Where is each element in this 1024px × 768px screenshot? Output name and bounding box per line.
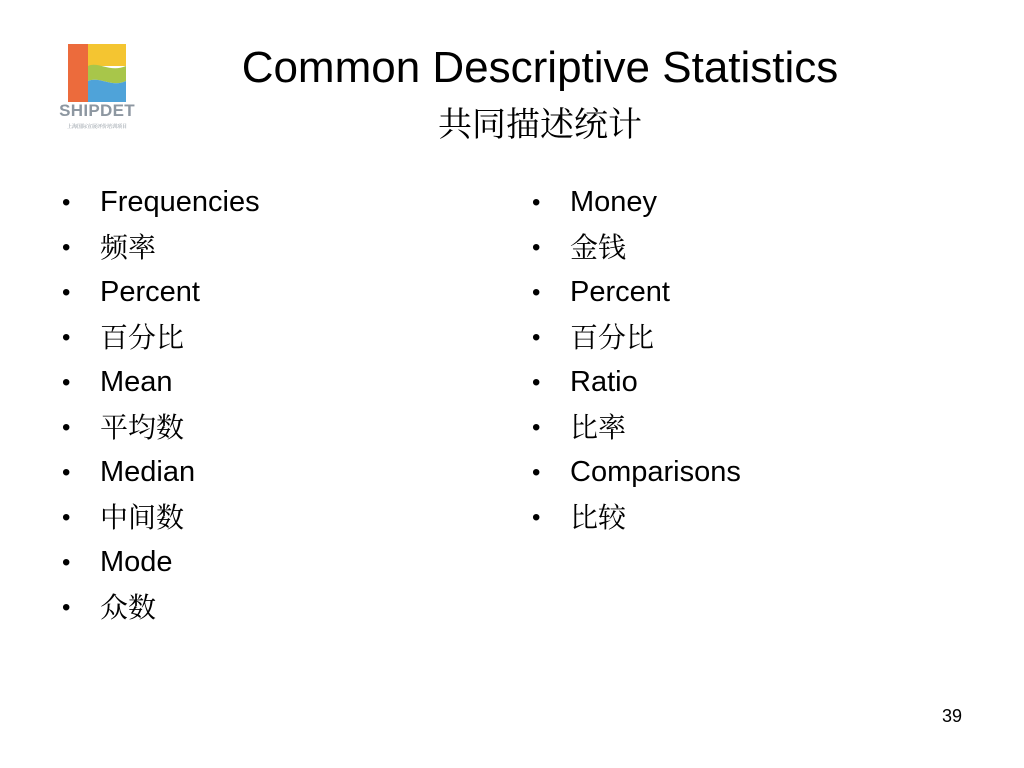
bullet-icon: •: [62, 549, 71, 576]
list-item-text: 百分比: [100, 321, 185, 354]
list-item-text: Frequencies: [100, 186, 260, 218]
list-item: [532, 360, 952, 405]
logo-wordmark: SHIPDET: [59, 101, 135, 120]
list-item-text: Mode: [100, 546, 173, 578]
page-number: 39: [941, 706, 962, 726]
bullet-icon: •: [62, 594, 71, 621]
left-bullet-list: [62, 180, 482, 630]
list-item: [62, 495, 482, 540]
list-item: [532, 270, 952, 315]
list-item: [532, 405, 952, 450]
list-item: [532, 450, 952, 495]
list-item: [62, 180, 482, 225]
list-item: [532, 225, 952, 270]
bullet-icon: •: [532, 324, 541, 351]
bullet-icon: •: [532, 279, 541, 306]
list-item-text: Percent: [100, 276, 200, 308]
bullet-icon: •: [62, 504, 71, 531]
list-item-text: Money: [570, 186, 658, 218]
bullet-icon: •: [62, 459, 71, 486]
list-item-text: 众数: [100, 591, 157, 624]
list-item: [62, 270, 482, 315]
bullet-icon: •: [532, 414, 541, 441]
bullet-icon: •: [532, 234, 541, 261]
list-item: [62, 225, 482, 270]
list-item-text: 百分比: [570, 321, 655, 354]
list-item: [62, 540, 482, 585]
bullet-icon: •: [532, 504, 541, 531]
list-item: [62, 450, 482, 495]
bullet-icon: •: [532, 459, 541, 486]
list-item: [532, 315, 952, 360]
shipdet-logo: [54, 44, 140, 136]
list-item-text: 平均数: [100, 411, 185, 444]
list-item: [532, 495, 952, 540]
bullet-icon: •: [62, 369, 71, 396]
bullet-icon: •: [62, 279, 71, 306]
bullet-icon: •: [62, 234, 71, 261]
bullet-icon: •: [532, 369, 541, 396]
list-item-text: Ratio: [570, 366, 638, 398]
list-item-text: 频率: [100, 231, 157, 264]
list-item: [62, 360, 482, 405]
list-item: [62, 405, 482, 450]
list-item: [62, 315, 482, 360]
bullet-icon: •: [62, 414, 71, 441]
bullet-icon: •: [62, 189, 71, 216]
list-item-text: Mean: [100, 366, 173, 398]
list-item: [62, 585, 482, 630]
shipdet-logo-mark-icon: [68, 44, 126, 102]
list-item-text: Comparisons: [570, 456, 741, 488]
logo-subtitle: 上海国际宣展评价培训项目: [66, 124, 127, 130]
list-item-text: Median: [100, 456, 196, 488]
bullet-icon: •: [62, 324, 71, 351]
list-item-text: 金钱: [570, 231, 627, 264]
slide-subtitle: 共同描述统计: [438, 105, 642, 145]
list-item-text: 中间数: [100, 501, 185, 534]
bullet-icon: •: [532, 189, 541, 216]
right-bullet-list: [532, 180, 952, 540]
list-item-text: Percent: [570, 276, 670, 308]
list-item-text: 比较: [570, 501, 627, 534]
list-item-text: 比率: [570, 411, 627, 444]
list-item: [532, 180, 952, 225]
slide-title: Common Descriptive Statistics: [241, 43, 839, 92]
